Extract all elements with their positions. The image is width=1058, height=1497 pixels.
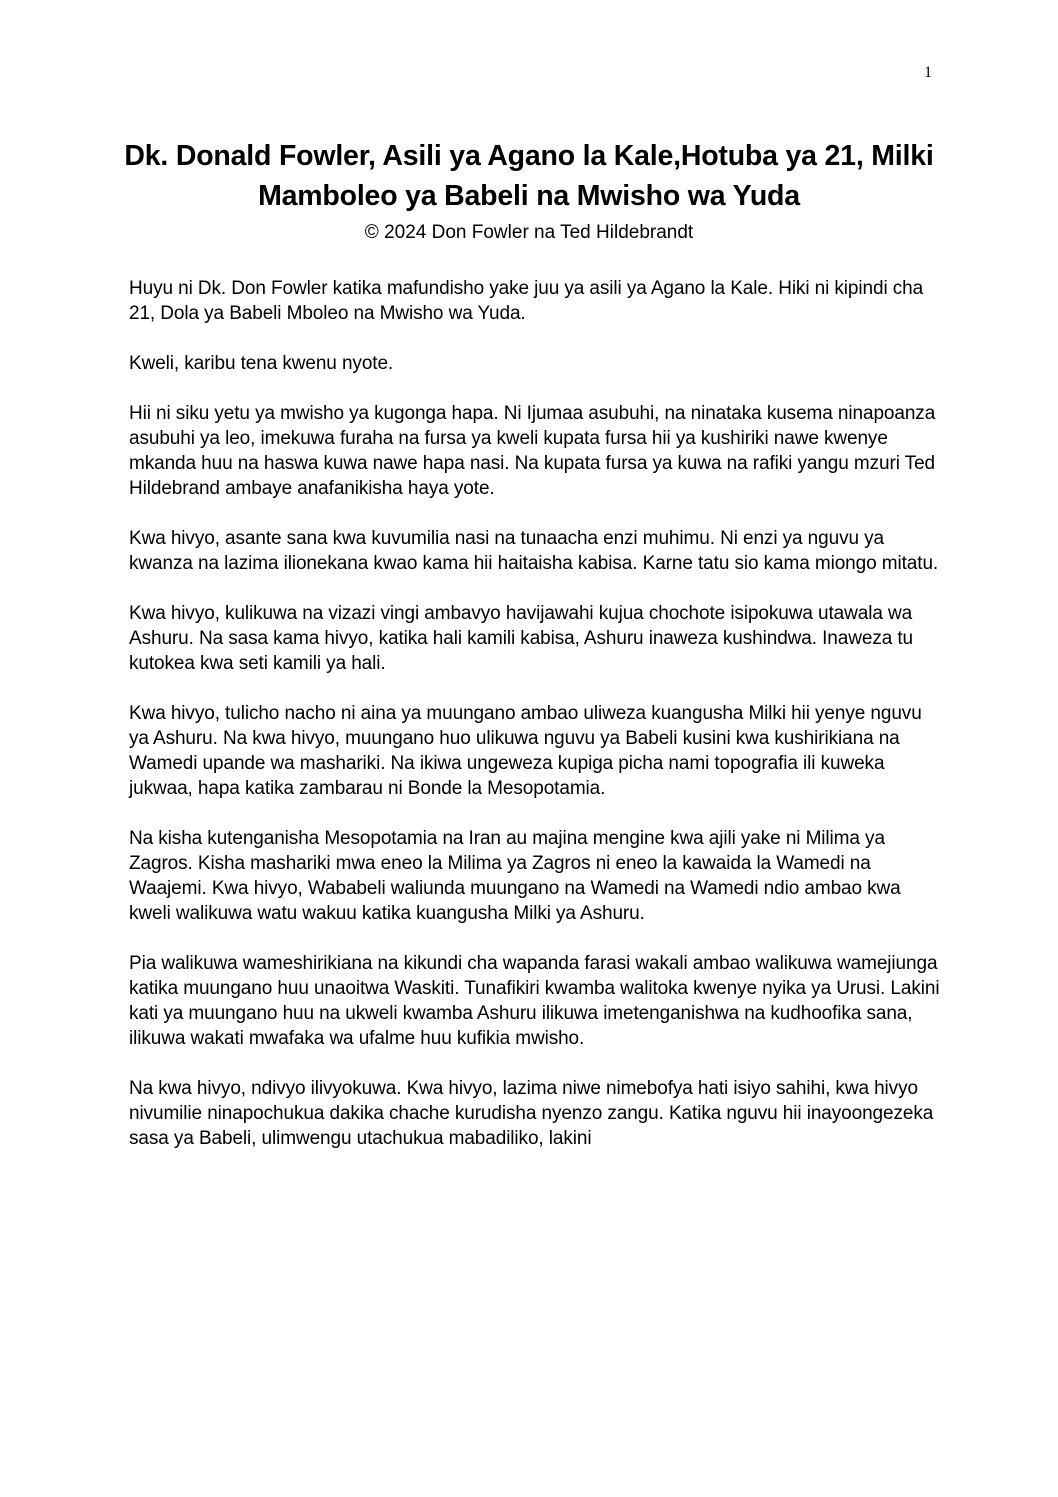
paragraph: Na kwa hivyo, ndivyo ilivyokuwa. Kwa hivyo, lazima niwe nimebofya hati isiyo sahihi, kwa hivyo nivumilie ninapochukua dakika chache kurudisha nyenzo zangu. Katika nguvu hii inayoongezeka sasa ya Babeli, ulimwengu utachukua mabadiliko, lakini (129, 1078, 934, 1149)
paragraph: Hii ni siku yetu ya mwisho ya kugonga hapa. Ni Ijumaa asubuhi, na ninataka kusema ninapoanza asubuhi ya leo, imekuwa furaha na fursa ya kweli kupata fursa hii ya kushiriki nawe kwenye mkanda huu na haswa kuwa nawe hapa nasi. Na kupata fursa ya kuwa na rafiki yangu mzuri Ted Hildebrand ambaye anafanikisha haya yote. (129, 403, 936, 499)
paragraph: Kwa hivyo, tulicho nacho ni aina ya muungano ambao uliweza kuangusha Milki hii yenye nguvu ya Ashuru. Na kwa hivyo, muungano huo ulikuwa nguvu ya Babeli kusini kwa kushirikiana na Wamedi upande wa mashariki. Na ikiwa ungeweza kupiga picha nami topografia ili kuweka jukwaa, hapa katika zambarau ni Bonde la Mesopotamia. (129, 703, 922, 799)
page-number: 1 (924, 64, 932, 81)
paragraph: Kwa hivyo, kulikuwa na vizazi vingi ambavyo havijawahi kujua chochote isipokuwa utawala wa Ashuru. Na sasa kama hivyo, katika hali kamili kabisa, Ashuru inaweza kushindwa. Inaweza tu kutokea kwa seti kamili ya hali. (129, 603, 914, 674)
paragraph: Na kisha kutenganisha Mesopotamia na Iran au majina mengine kwa ajili yake ni Milima ya Zagros. Kisha mashariki mwa eneo la Milima ya Zagros ni eneo la kawaida la Wamedi na Waajemi. Kwa hivyo, Wababeli waliunda muungano na Wamedi na Wamedi ndio ambao kwa kweli walikuwa watu wakuu katika kuangusha Milki ya Ashuru. (129, 828, 901, 924)
paragraph: Kwa hivyo, asante sana kwa kuvumilia nasi na tunaacha enzi muhimu. Ni enzi ya nguvu ya kwanza na lazima ilionekana kwao kama hii haitaisha kabisa. Karne tatu sio kama miongo mitatu. (129, 528, 939, 574)
body-text (129, 276, 944, 1176)
paragraph: Kweli, karibu tena kwenu nyote. (129, 353, 394, 374)
document-title: Dk. Donald Fowler, Asili ya Agano la Kale,Hotuba ya 21, Milki Mamboleo ya Babeli na Mwisho wa Yuda (124, 140, 934, 212)
paragraph: Pia walikuwa wameshirikiana na kikundi cha wapanda farasi wakali ambao walikuwa wamejiunga katika muungano huu unaoitwa Waskiti. Tunafikiri kwamba walitoka kwenye nyika ya Urusi. Lakini kati ya muungano huu na ukweli kwamba Ashuru ilikuwa imetenganishwa na kudhoofika sana, ilikuwa wakati mwafaka wa ufalme huu kufikia mwisho. (129, 953, 940, 1049)
paragraph: Huyu ni Dk. Don Fowler katika mafundisho yake juu ya asili ya Agano la Kale. Hiki ni kipindi cha 21, Dola ya Babeli Mboleo na Mwisho wa Yuda. (129, 278, 924, 324)
copyright-line: © 2024 Don Fowler na Ted Hildebrandt (364, 222, 694, 243)
